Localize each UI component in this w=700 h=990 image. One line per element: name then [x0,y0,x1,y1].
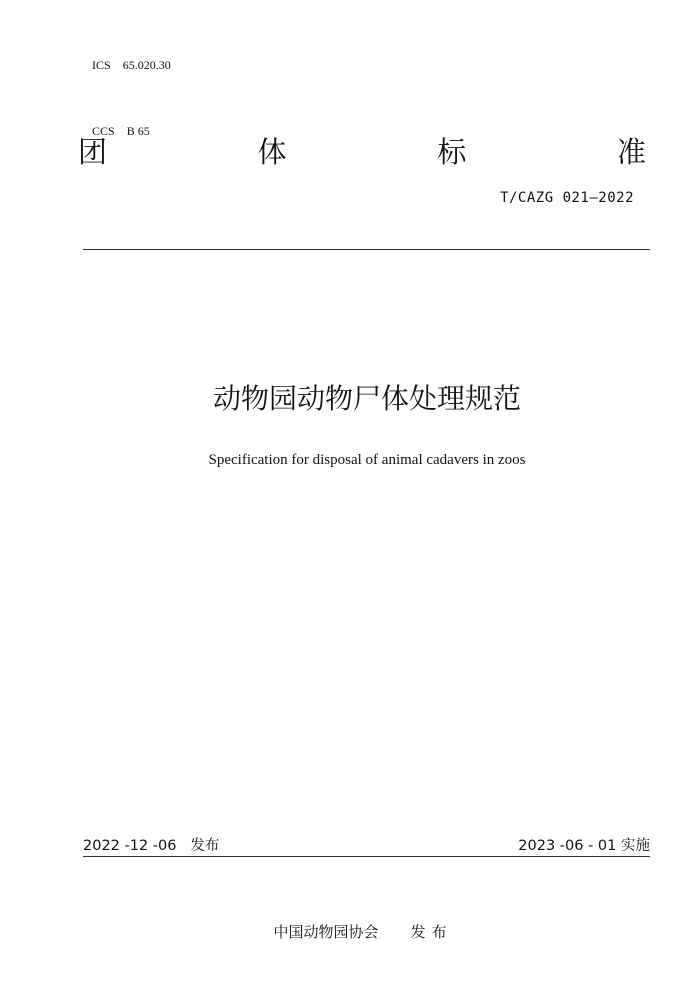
ccs-code: B 65 [126,124,150,138]
standard-type-char: 标 [437,135,467,169]
bottom-divider [83,856,650,857]
standard-number: T/CAZG 021—2022 [500,190,634,206]
standard-type-char: 体 [257,135,287,169]
publisher-name: 中国动物园协会 [273,923,379,941]
document-title-chinese: 动物园动物尸体处理规范 [212,382,521,415]
standard-type-char: 团 [78,135,108,169]
ics-code: 65.020.30 [122,58,171,72]
ccs-label: CCS [92,124,115,138]
document-title-english: Specification for disposal of animal cadavers in zoos [208,452,526,468]
standard-type-char: 准 [616,135,646,169]
ics-row [80,32,171,98]
publisher-action: 发布 [410,923,453,941]
publish-date: 2022 -12 -06 发布 [83,838,220,854]
standard-type-heading [78,132,646,172]
ics-label: ICS [92,58,111,72]
publisher-line [264,903,453,942]
implementation-date: 2023 -06 - 01 实施 [518,838,650,854]
top-divider [83,249,650,250]
